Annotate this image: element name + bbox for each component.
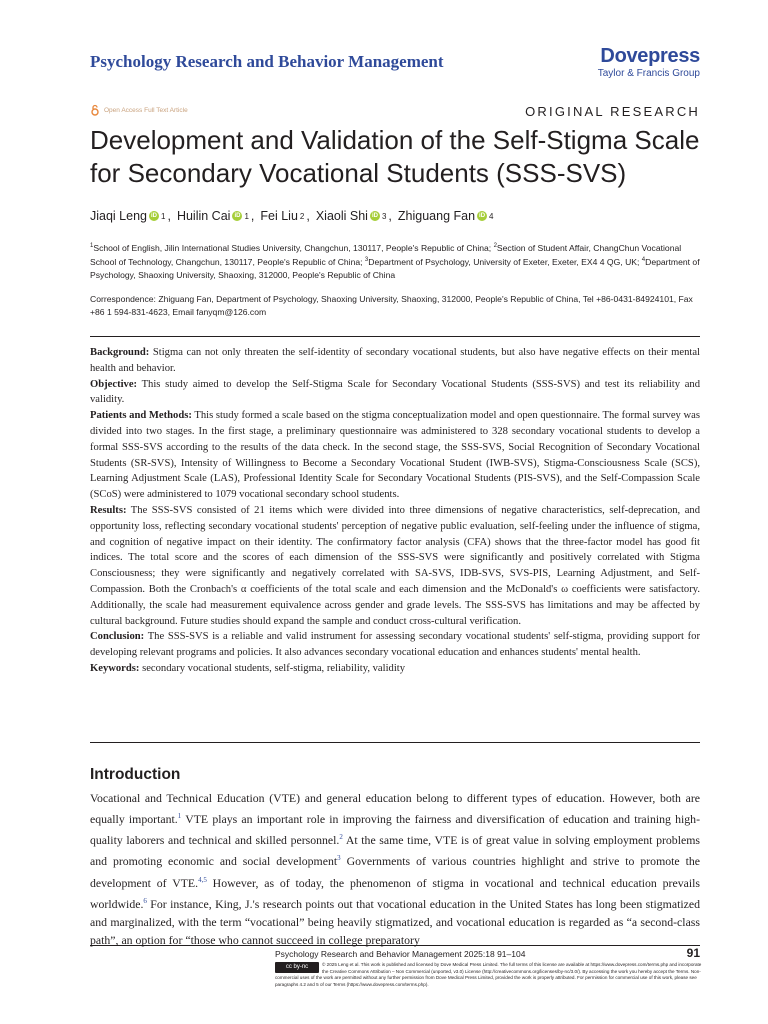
abstract-text: secondary vocational students, self-stigma, reliability, validity	[139, 662, 405, 674]
abstract-section	[90, 345, 700, 377]
abstract-text: The SSS-SVS is a reliable and valid instrument for assessing secondary vocational students' self-stigma, providing support for developing relevant programs and policies. It also advances secondary vocational education and enhances students' mental health.	[90, 631, 700, 659]
abstract-text: Stigma can not only threaten the self-identity of secondary vocational students, but also have negative effects on their mental health and behavior.	[90, 347, 700, 374]
orcid-icon[interactable]: iD	[234, 213, 241, 219]
abstract-section	[90, 408, 700, 503]
abstract-label: Patients and Methods:	[90, 410, 192, 422]
abstract-section	[90, 629, 700, 661]
journal-name: Psychology Research and Behavior Management	[90, 52, 444, 71]
author	[398, 209, 494, 223]
abstract-label: Objective:	[90, 378, 138, 390]
abstract-section	[90, 503, 700, 629]
publisher-logo	[598, 45, 700, 79]
affiliation-number: 2	[493, 243, 497, 249]
author-separator: ,	[388, 209, 392, 223]
open-access-label	[90, 104, 188, 116]
affiliation-text: Department of Psychology, University of Exeter, Exeter, EX4 4 QG, UK;	[368, 257, 642, 268]
correspondence: Correspondence: Zhiguang Fan, Department of Psychology, Shaoxing University, Shaoxing, 312000, People's Republic of China, Tel +86-0431-84924101, Fax +86 1 594-831-4623, Email fanyqm@126.com	[90, 294, 693, 317]
abstract-text: This study aimed to develop the Self-Stigma Scale for Secondary Vocational Students (SSS-SVS) and test its reliability and validity.	[90, 378, 700, 406]
introduction-text: At the same time, VTE is of great value in solving employment problems and promoting economic and social development	[90, 833, 700, 869]
author-name: Xiaoli Shi	[315, 209, 368, 223]
abstract-top-rule	[90, 336, 700, 337]
introduction-text: Governments of various countries highlight and strive to promote the development of VTE.	[90, 854, 700, 890]
abstract-text: The SSS-SVS consisted of 21 items which were divided into three dimensions of negative characteristics, self-deprecation, and opportunity loss, reflecting secondary vocational students' perception of negative public evaluation, self-feeling under the influence of stigma, and cognition of negative impact on their identity. The confirmatory factor analysis (CFA) shows that the three-factor model has good fit indices. The total score and the scores of each dimension of the SSS-SVS were significantly and positively correlated with Stigma Consciousness; they were significantly and negatively correlated with SA-SVS, IDB-SVS, SVS-PIS, Learning Adjustment, and Self-Compassion. Both the Cronbach's α coefficients of the total scale and each dimension and the McDonald's ω coefficients were satisfactory. Additionally, the scale had measurement equivalence across gender and grade levels. The SSS-SVS has limitations and may be affected by cultural background. Future studies should expand the sample and conduct cross-cultural verification.	[90, 504, 700, 627]
article-type: ORIGINAL RESEARCH	[525, 104, 700, 119]
affiliation-number: 1	[90, 243, 94, 249]
author-affiliation-number: 1	[244, 211, 249, 221]
abstract	[90, 345, 700, 677]
abstract-bottom-rule	[90, 742, 700, 743]
license-text: © 2025 Leng et al. This work is published and licensed by Dove Medical Press Limited. The full terms of this license are available at https://www.dovepress.com/terms.php and incorporate the Creative Commons Attribution – Non Commercial (unported, v3.0) License (http://creativecommons.org/licenses/by-nc/3.0/). By accessing the work you hereby accept the Terms. Non-commercial uses of the work are permitted without any further permission from Dove Medical Press Limited, provided the work is properly attributed. For permission for commercial use of this work, please see paragraphs 4.2 and 5 of our Terms (https://www.dovepress.com/terms.php).	[275, 962, 702, 987]
author	[177, 209, 254, 223]
author-affiliation-number: 4	[489, 211, 494, 221]
author-name: Fei Liu	[260, 209, 298, 223]
abstract-label: Keywords:	[90, 662, 140, 674]
author	[316, 209, 392, 223]
open-access-text: Open Access Full Text Article	[104, 106, 188, 114]
author-separator: ,	[306, 209, 310, 223]
abstract-text: This study formed a scale based on the stigma conceptualization model and open questionnaire. The formal survey was divided into two stages. In the first stage, a preliminary questionnaire was administered to 328 secondary vocational students to develop a formal SSS-SVS according to the results of the data check. In the second stage, the SSS-SVS, Social Recognition of Secondary Vocational Students (SR-SVS), Intensity of Willingness to Become a Secondary Vocational Student (IWB-SVS), Stigma-Consciousness Scale (SCS), Learning Adjustment Scale (LAS), Professional Identity Scale for Secondary Vocational Students (PIS-SVS), and the Self-Compassion Scale (SCoS) were administered to 1079 vocational secondary school students.	[90, 410, 700, 501]
reference-number[interactable]: 3	[337, 854, 341, 863]
introduction-paragraph	[90, 789, 700, 949]
author-affiliation-number: 1	[161, 211, 166, 221]
author-name: Huilin Cai	[176, 209, 231, 223]
orcid-icon[interactable]: iD	[151, 213, 157, 219]
abstract-section	[90, 661, 700, 677]
affiliation-text: Section of Student Affair, ChangChun Vocational School of Technology, Changchun, 130117, People's Republic of China;	[90, 242, 682, 268]
introduction-text: For instance, King, J.'s research points out that vocational education in the United States has long been stigmatized and marginalized, with the term “vocational” being heavily stigmatized, and vocational education is regarded as “a second-class path”, an option for “those who cannot succeed in college preparatory	[90, 896, 700, 948]
reference-number[interactable]: 2	[339, 833, 343, 842]
affiliation-text: Department of Psychology, Shaoxing University, Shaoxing, 312000, People's Republic of China	[90, 257, 700, 280]
publisher-group: Taylor & Francis Group	[597, 68, 700, 79]
footer-rule	[90, 945, 700, 946]
author-separator: ,	[167, 209, 171, 223]
publisher-name: Dovepress	[600, 45, 700, 67]
author-affiliation-number: 2	[299, 211, 305, 221]
affiliations	[90, 240, 705, 281]
author-name: Zhiguang Fan	[397, 209, 476, 223]
orcid-icon[interactable]: iD	[371, 213, 378, 219]
reference-number[interactable]: 1	[177, 812, 182, 821]
abstract-label: Conclusion:	[90, 631, 145, 643]
section-heading-introduction: Introduction	[90, 766, 181, 783]
affiliation-number: 4	[641, 257, 646, 264]
cc-license-icon[interactable]: cc by-nc	[275, 962, 319, 973]
orcid-icon[interactable]: iD	[479, 213, 486, 219]
reference-number[interactable]: 6	[143, 896, 147, 905]
author-separator: ,	[250, 209, 255, 223]
article-title: Development and Validation of the Self-Stigma Scale for Secondary Vocational Students (SSS-SVS)	[90, 125, 700, 188]
abstract-section	[90, 377, 700, 409]
author-list	[90, 209, 494, 223]
introduction-text: Vocational and Technical Education (VTE) and general education belong to different types of education. However, both are equally important.	[90, 791, 700, 827]
author-name: Jiaqi Leng	[90, 209, 147, 223]
abstract-label: Results:	[90, 504, 127, 516]
affiliation-text: School of English, Jilin International Studies University, Changchun, 130117, People's Republic of China;	[93, 242, 494, 253]
author	[90, 209, 171, 223]
license-notice	[275, 962, 705, 988]
introduction-text: However, as of today, the phenomenon of stigma in vocational and technical education prevails worldwide.	[90, 875, 700, 911]
introduction-text: VTE plays an important role in improving the fairness and diversification of education and training high-quality laborers and technical and skilled personnel.	[90, 812, 700, 848]
footer-citation: Psychology Research and Behavior Management 2025:18 91–104	[275, 949, 526, 959]
abstract-label: Background:	[90, 347, 150, 358]
author	[260, 209, 309, 223]
reference-number[interactable]: 4,5	[198, 875, 207, 884]
page-number: 91	[686, 946, 700, 960]
open-access-lock-icon	[90, 104, 100, 116]
affiliation-number: 3	[364, 257, 369, 264]
author-affiliation-number: 3	[381, 211, 387, 221]
